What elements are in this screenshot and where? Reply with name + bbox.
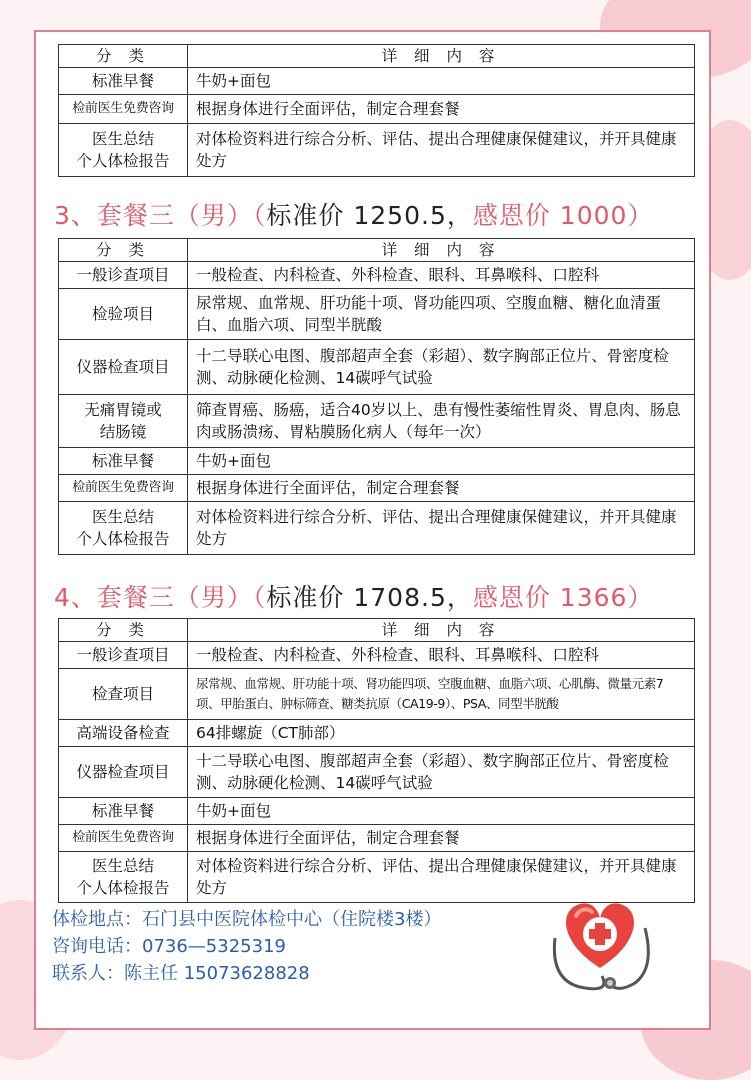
package-3-title	[54, 196, 653, 232]
contact-person: 联系人：陈主任 15073628828	[52, 963, 310, 984]
package-3-grateful-price: 感恩价 1000）	[472, 201, 654, 230]
consult-phone: 咨询电话：0736—5325319	[52, 936, 286, 957]
row-category: 一般诊查项目	[59, 262, 188, 289]
row-category: 仪器检查项目	[59, 340, 188, 395]
package-2-table	[58, 44, 695, 177]
row-detail: 牛奶+面包	[188, 68, 695, 95]
row-detail: 对体检资料进行综合分析、评估、提出合理健康保健建议，并开具健康处方	[188, 502, 695, 555]
row-category: 仪器检查项目	[59, 747, 188, 798]
package-3-table	[58, 238, 695, 555]
header-category: 分 类	[59, 239, 188, 262]
row-category: 检前医生免费咨询	[59, 475, 188, 502]
row-detail: 一般检查、内科检查、外科检查、眼科、耳鼻喉科、口腔科	[188, 642, 695, 669]
header-detail: 详 细 内 容	[188, 45, 695, 68]
package-4-table	[58, 618, 695, 903]
row-detail: 根据身体进行全面评估，制定合理套餐	[188, 825, 695, 852]
row-category: 一般诊查项目	[59, 642, 188, 669]
package-card	[34, 30, 711, 1030]
row-detail: 十二导联心电图、腹部超声全套（彩超）、数字胸部正位片、骨密度检测、动脉硬化检测、14碳呼气试验	[188, 747, 695, 798]
row-detail: 牛奶+面包	[188, 448, 695, 475]
row-category: 检前医生免费咨询	[59, 825, 188, 852]
header-category: 分 类	[59, 619, 188, 642]
package-3-title-prefix: 3、套餐三（男）（	[54, 201, 267, 230]
row-category: 标准早餐	[59, 448, 188, 475]
row-detail: 对体检资料进行综合分析、评估、提出合理健康保健建议，并开具健康处方	[188, 852, 695, 903]
contact-info	[52, 906, 441, 987]
header-detail: 详 细 内 容	[188, 239, 695, 262]
package-4-standard-price: 标准价 1708.5，	[266, 583, 473, 612]
exam-location: 体检地点：石门县中医院体检中心（住院楼3楼）	[52, 909, 442, 930]
row-detail: 筛查胃癌、肠癌，适合40岁以上、患有慢性萎缩性胃炎、胃息肉、肠息肉或肠溃疡、胃粘膜肠化病人（每年一次）	[188, 395, 695, 448]
package-4-grateful-price: 感恩价 1366）	[472, 583, 654, 612]
package-4-title-prefix: 4、套餐三（男）（	[54, 583, 267, 612]
row-detail: 根据身体进行全面评估，制定合理套餐	[188, 95, 695, 124]
row-category: 检查项目	[59, 669, 188, 720]
row-category: 无痛胃镜或 结肠镜	[59, 395, 188, 448]
header-category: 分 类	[59, 45, 188, 68]
row-detail: 根据身体进行全面评估，制定合理套餐	[188, 475, 695, 502]
row-category: 医生总结 个人体检报告	[59, 502, 188, 555]
header-detail: 详 细 内 容	[188, 619, 695, 642]
row-detail: 64排螺旋（CT肺部）	[188, 720, 695, 747]
row-detail: 对体检资料进行综合分析、评估、提出合理健康保健建议，并开具健康处方	[188, 124, 695, 177]
heart-stethoscope-icon	[540, 888, 660, 998]
row-category: 医生总结 个人体检报告	[59, 852, 188, 903]
row-detail: 尿常规、血常规、肝功能十项、肾功能四项、空腹血糖、血脂六项、心肌酶、微量元素7项、甲胎蛋白、肿标筛查、糖类抗原（CA19-9）、PSA、同型半胱酸	[188, 669, 695, 720]
row-category: 高端设备检查	[59, 720, 188, 747]
row-category: 医生总结 个人体检报告	[59, 124, 188, 177]
row-detail: 一般检查、内科检查、外科检查、眼科、耳鼻喉科、口腔科	[188, 262, 695, 289]
row-detail: 十二导联心电图、腹部超声全套（彩超）、数字胸部正位片、骨密度检测、动脉硬化检测、14碳呼气试验	[188, 340, 695, 395]
row-category: 标准早餐	[59, 68, 188, 95]
row-category: 检验项目	[59, 289, 188, 340]
row-detail: 尿常规、血常规、肝功能十项、肾功能四项、空腹血糖、糖化血清蛋白、血脂六项、同型半胱酸	[188, 289, 695, 340]
row-category: 标准早餐	[59, 798, 188, 825]
row-category: 检前医生免费咨询	[59, 95, 188, 124]
package-3-standard-price: 标准价 1250.5，	[266, 201, 473, 230]
row-detail: 牛奶+面包	[188, 798, 695, 825]
package-4-title	[54, 578, 653, 614]
